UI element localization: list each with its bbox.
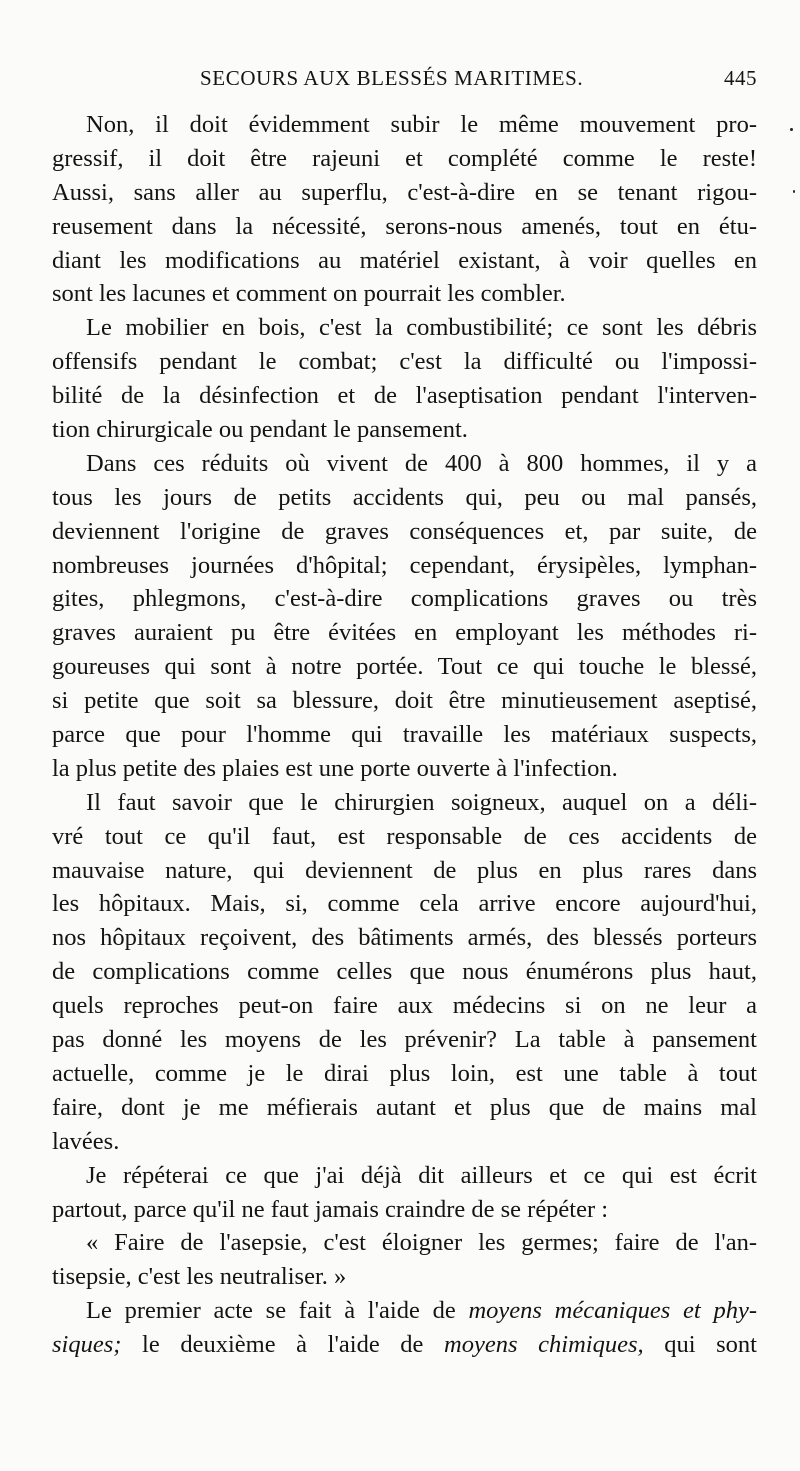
line-segment: parce que pour l'homme qui travaille les matériaux suspects, — [52, 721, 757, 749]
text-line — [52, 210, 757, 244]
text-line — [52, 1125, 757, 1159]
text-line — [52, 1226, 757, 1260]
text-line — [52, 887, 757, 921]
text-line — [52, 515, 757, 549]
line-segment: Le mobilier en bois, c'est la combustibilité; ce sont les débris — [86, 314, 757, 342]
text-line — [52, 921, 757, 955]
text-line — [52, 1023, 757, 1057]
text-line — [52, 1091, 757, 1125]
text-line — [52, 820, 757, 854]
text-line — [52, 786, 757, 820]
line-segment: le deuxième à l'aide de — [121, 1331, 445, 1359]
line-segment: faire, dont je me méfierais autant et plus que de mains mal — [52, 1093, 757, 1121]
text-line — [52, 481, 757, 515]
line-segment: gressif, il doit être rajeuni et complété comme le reste! — [52, 144, 757, 172]
line-segment: Je répéterai ce que j'ai déjà dit ailleurs et ce qui est écrit — [86, 1161, 757, 1189]
line-segment: Non, il doit évidemment subir le même mouvement pro- — [86, 111, 757, 138]
line-segment: actuelle, comme je le dirai plus loin, est une table à tout — [52, 1059, 757, 1087]
text-line — [52, 176, 757, 210]
text-line — [52, 447, 757, 481]
text-line — [52, 549, 757, 583]
line-segment: « Faire de l'asepsie, c'est éloigner les germes; faire de l'an- — [86, 1229, 757, 1257]
scan-speck — [793, 190, 795, 193]
line-segment: gites, phlegmons, c'est-à-dire complications graves ou très — [52, 585, 757, 613]
text-line — [52, 1260, 757, 1294]
line-segment: tous les jours de petits accidents qui, peu ou mal pansés, — [52, 483, 757, 511]
line-segment: de complications comme celles que nous énumérons plus haut, — [52, 958, 757, 986]
line-segment: sont les lacunes et comment on pourrait les combler. — [52, 280, 566, 308]
line-segment: partout, parce qu'il ne faut jamais craindre de se répéter : — [52, 1195, 609, 1223]
text-line — [52, 1057, 757, 1091]
line-segment: graves auraient pu être évitées en employant les méthodes ri- — [52, 619, 757, 647]
text-line — [52, 616, 757, 650]
line-segment: la plus petite des plaies est une porte ouverte à l'infection. — [52, 754, 618, 782]
text-line — [52, 1159, 757, 1193]
line-segment: si petite que soit sa blessure, doit être minutieusement aseptisé, — [52, 687, 757, 715]
text-line — [52, 311, 757, 345]
text-line — [52, 854, 757, 888]
text-line — [52, 650, 757, 684]
text-line — [52, 582, 757, 616]
text-line — [52, 718, 757, 752]
text-line — [52, 989, 757, 1023]
text-line — [52, 142, 757, 176]
line-segment: vré tout ce qu'il faut, est responsable de ces accidents de — [52, 822, 757, 850]
line-segment: offensifs pendant le combat; c'est la difficulté ou l'impossi- — [52, 348, 757, 376]
body-text — [52, 108, 757, 1362]
scan-speck — [790, 128, 793, 131]
line-segment: tisepsie, c'est les neutraliser. » — [52, 1263, 347, 1291]
text-line — [52, 684, 757, 718]
line-segment: nos hôpitaux reçoivent, des bâtiments armés, des blessés porteurs — [52, 924, 757, 952]
text-line — [52, 955, 757, 989]
line-segment: tion chirurgicale ou pendant le pansement. — [52, 416, 468, 444]
line-segment: mauvaise nature, qui deviennent de plus en plus rares dans — [52, 856, 757, 884]
text-line — [52, 1294, 757, 1328]
italic-phrase: moyens mécaniques et phy- — [468, 1297, 757, 1325]
text-line — [52, 277, 757, 311]
line-segment: diant les modifications au matériel existant, à voir quelles en — [52, 246, 757, 274]
line-segment: reusement dans la nécessité, serons-nous amenés, tout en étu- — [52, 212, 757, 240]
line-segment: goureuses qui sont à notre portée. Tout ce qui touche le blessé, — [52, 653, 757, 681]
italic-phrase: siques; — [52, 1331, 122, 1359]
line-segment: bilité de la désinfection et de l'aseptisation pendant l'interven- — [52, 382, 757, 410]
text-line — [52, 1328, 757, 1362]
text-line — [52, 1193, 757, 1227]
running-title: SECOURS AUX BLESSÉS MARITIMES. — [200, 66, 584, 90]
line-segment: lavées. — [52, 1127, 120, 1155]
italic-phrase: moyens chimiques, — [444, 1331, 644, 1359]
line-segment: qui sont — [643, 1331, 757, 1359]
text-line — [52, 379, 757, 413]
line-segment: deviennent l'origine de graves conséquences et, par suite, de — [52, 517, 757, 545]
line-segment: nombreuses journées d'hôpital; cependant, érysipèles, lymphan- — [52, 551, 757, 579]
line-segment: pas donné les moyens de les prévenir? La table à pansement — [52, 1026, 757, 1054]
line-segment: quels reproches peut-on faire aux médecins si on ne leur a — [52, 992, 757, 1020]
line-segment: Le premier acte se fait à l'aide de — [86, 1297, 469, 1325]
line-segment: Il faut savoir que le chirurgien soigneux, auquel on a déli- — [86, 788, 757, 816]
line-segment: Aussi, sans aller au superflu, c'est-à-dire en se tenant rigou- — [52, 178, 757, 206]
line-segment: les hôpitaux. Mais, si, comme cela arrive encore aujourd'hui, — [52, 890, 757, 918]
text-line — [52, 108, 757, 142]
line-segment: Dans ces réduits où vivent de 400 à 800 hommes, il y a — [86, 449, 757, 477]
page-number: 445 — [724, 66, 757, 90]
text-line — [52, 752, 757, 786]
text-line — [52, 244, 757, 278]
page-header — [52, 62, 757, 96]
text-line — [52, 345, 757, 379]
text-line — [52, 413, 757, 447]
